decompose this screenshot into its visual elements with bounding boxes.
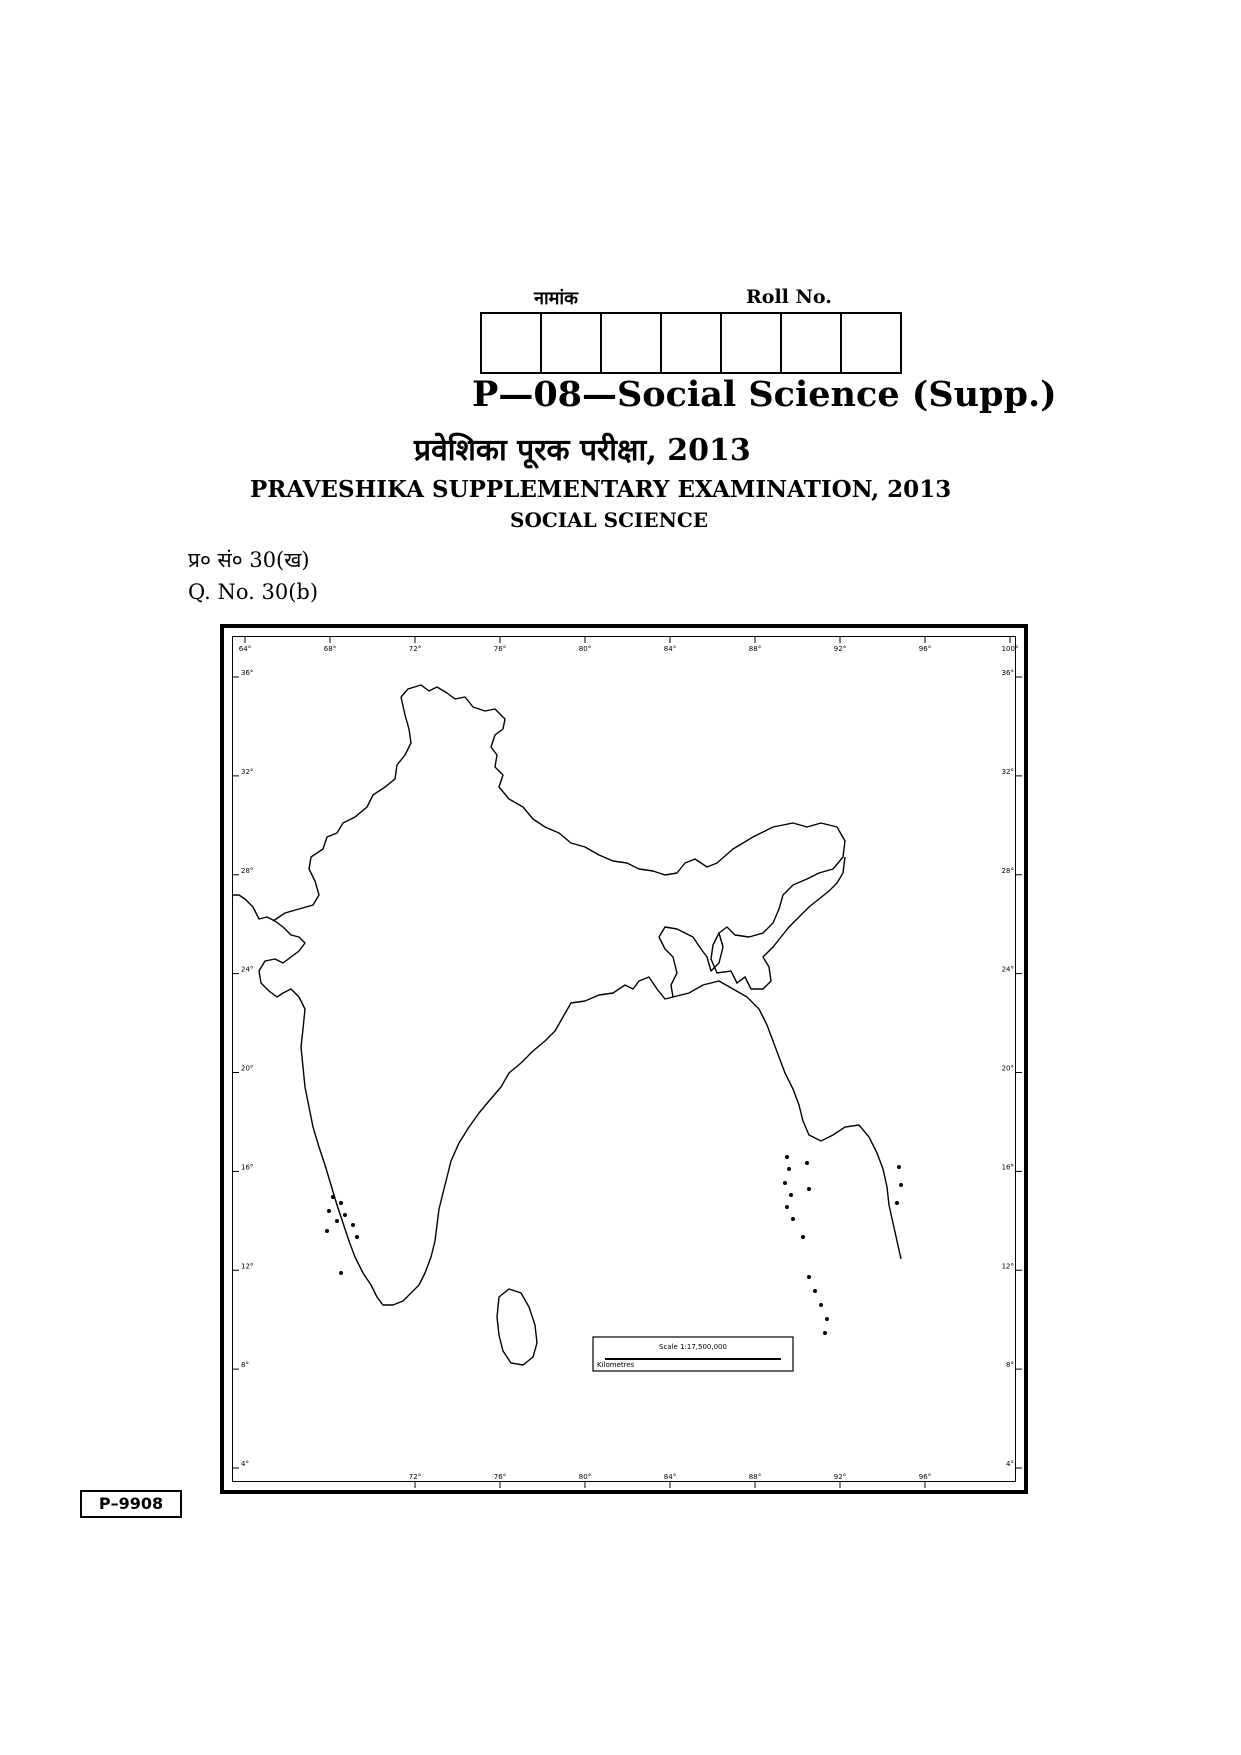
india-western-border <box>273 697 411 921</box>
outline-map-frame <box>220 624 1028 1494</box>
graticule-label: 28° <box>241 866 254 875</box>
outline-map-inner-border <box>232 636 1019 1482</box>
roll-label-english: Roll No. <box>746 286 832 308</box>
graticule-label: 28° <box>1001 866 1014 875</box>
graticule-label: 68° <box>323 645 337 653</box>
roll-number-box[interactable] <box>842 312 902 374</box>
subject-title: SOCIAL SCIENCE <box>510 508 709 532</box>
graticule-label: 16° <box>1001 1163 1014 1172</box>
question-number-english: Q. No. 30(b) <box>188 580 319 604</box>
graticule-label: 100° <box>1001 645 1019 653</box>
graticule-label: 80° <box>578 1473 592 1481</box>
latitude-ticks-left <box>233 669 253 1468</box>
scale-text: Scale 1:17,500,000 <box>659 1343 727 1351</box>
lakshadweep-islands <box>325 1195 359 1275</box>
graticule-label: 76° <box>493 1473 507 1481</box>
roll-number-box[interactable] <box>602 312 662 374</box>
roll-label-hindi: नामांक <box>534 288 578 309</box>
bay-of-bengal-coast <box>673 981 901 1259</box>
graticule-label: 12° <box>241 1262 254 1271</box>
graticule-label: 16° <box>241 1163 254 1172</box>
graticule-label: 88° <box>748 645 762 653</box>
graticule-label: 36° <box>241 669 254 677</box>
andaman-nicobar-islands <box>783 1155 903 1335</box>
india-mainland-outline <box>233 685 845 1305</box>
india-northeast-outline <box>711 857 845 989</box>
roll-number-boxes <box>480 312 902 374</box>
longitude-ticks-bottom <box>409 1473 931 1488</box>
exam-title-english: PRAVESHIKA SUPPLEMENTARY EXAMINATION, 2013 <box>250 476 952 503</box>
graticule-label: 24° <box>241 965 254 974</box>
graticule-label: 24° <box>1001 965 1014 974</box>
roll-number-box[interactable] <box>662 312 722 374</box>
graticule-label: 72° <box>408 645 422 653</box>
roll-number-box[interactable] <box>722 312 782 374</box>
graticule-label: 36° <box>1001 669 1014 677</box>
graticule-label: 88° <box>748 1473 762 1481</box>
india-outline-map <box>233 637 1022 1488</box>
roll-number-box[interactable] <box>782 312 842 374</box>
question-number-hindi: प्र० सं० 30(ख) <box>188 548 310 572</box>
graticule-label: 92° <box>833 645 847 653</box>
roll-number-labels <box>480 286 900 312</box>
longitude-ticks-top <box>239 637 1019 653</box>
graticule-label: 96° <box>918 645 932 653</box>
graticule-label: 84° <box>663 645 677 653</box>
page-code-box: P–9908 <box>80 1490 182 1518</box>
roll-number-box[interactable] <box>542 312 602 374</box>
graticule-label: 76° <box>493 645 507 653</box>
paper-code-title: P—08—Social Science (Supp.) <box>472 374 1057 415</box>
roll-number-box[interactable] <box>482 312 542 374</box>
graticule-label: 32° <box>1001 767 1014 776</box>
sri-lanka-outline <box>497 1289 537 1365</box>
exam-title-hindi: प्रवेशिका पूरक परीक्षा, 2013 <box>414 433 751 468</box>
latitude-ticks-right <box>1002 669 1022 1468</box>
graticule-label: 72° <box>408 1473 422 1481</box>
scale-units: Kilometres <box>597 1361 635 1369</box>
graticule-label: 84° <box>663 1473 677 1481</box>
graticule-label: 8° <box>1006 1361 1014 1370</box>
graticule-label: 20° <box>241 1064 254 1073</box>
graticule-label: 20° <box>1001 1064 1014 1073</box>
graticule-label: 12° <box>1001 1262 1014 1271</box>
graticule-label: 80° <box>578 645 592 653</box>
map-scale-bar <box>593 1337 793 1371</box>
graticule-label: 96° <box>918 1473 932 1481</box>
graticule-label: 32° <box>241 767 254 776</box>
graticule-label: 4° <box>1006 1460 1014 1468</box>
graticule-label: 8° <box>241 1361 249 1370</box>
graticule-label: 92° <box>833 1473 847 1481</box>
graticule-label: 4° <box>241 1460 249 1468</box>
graticule-label: 64° <box>238 645 252 653</box>
